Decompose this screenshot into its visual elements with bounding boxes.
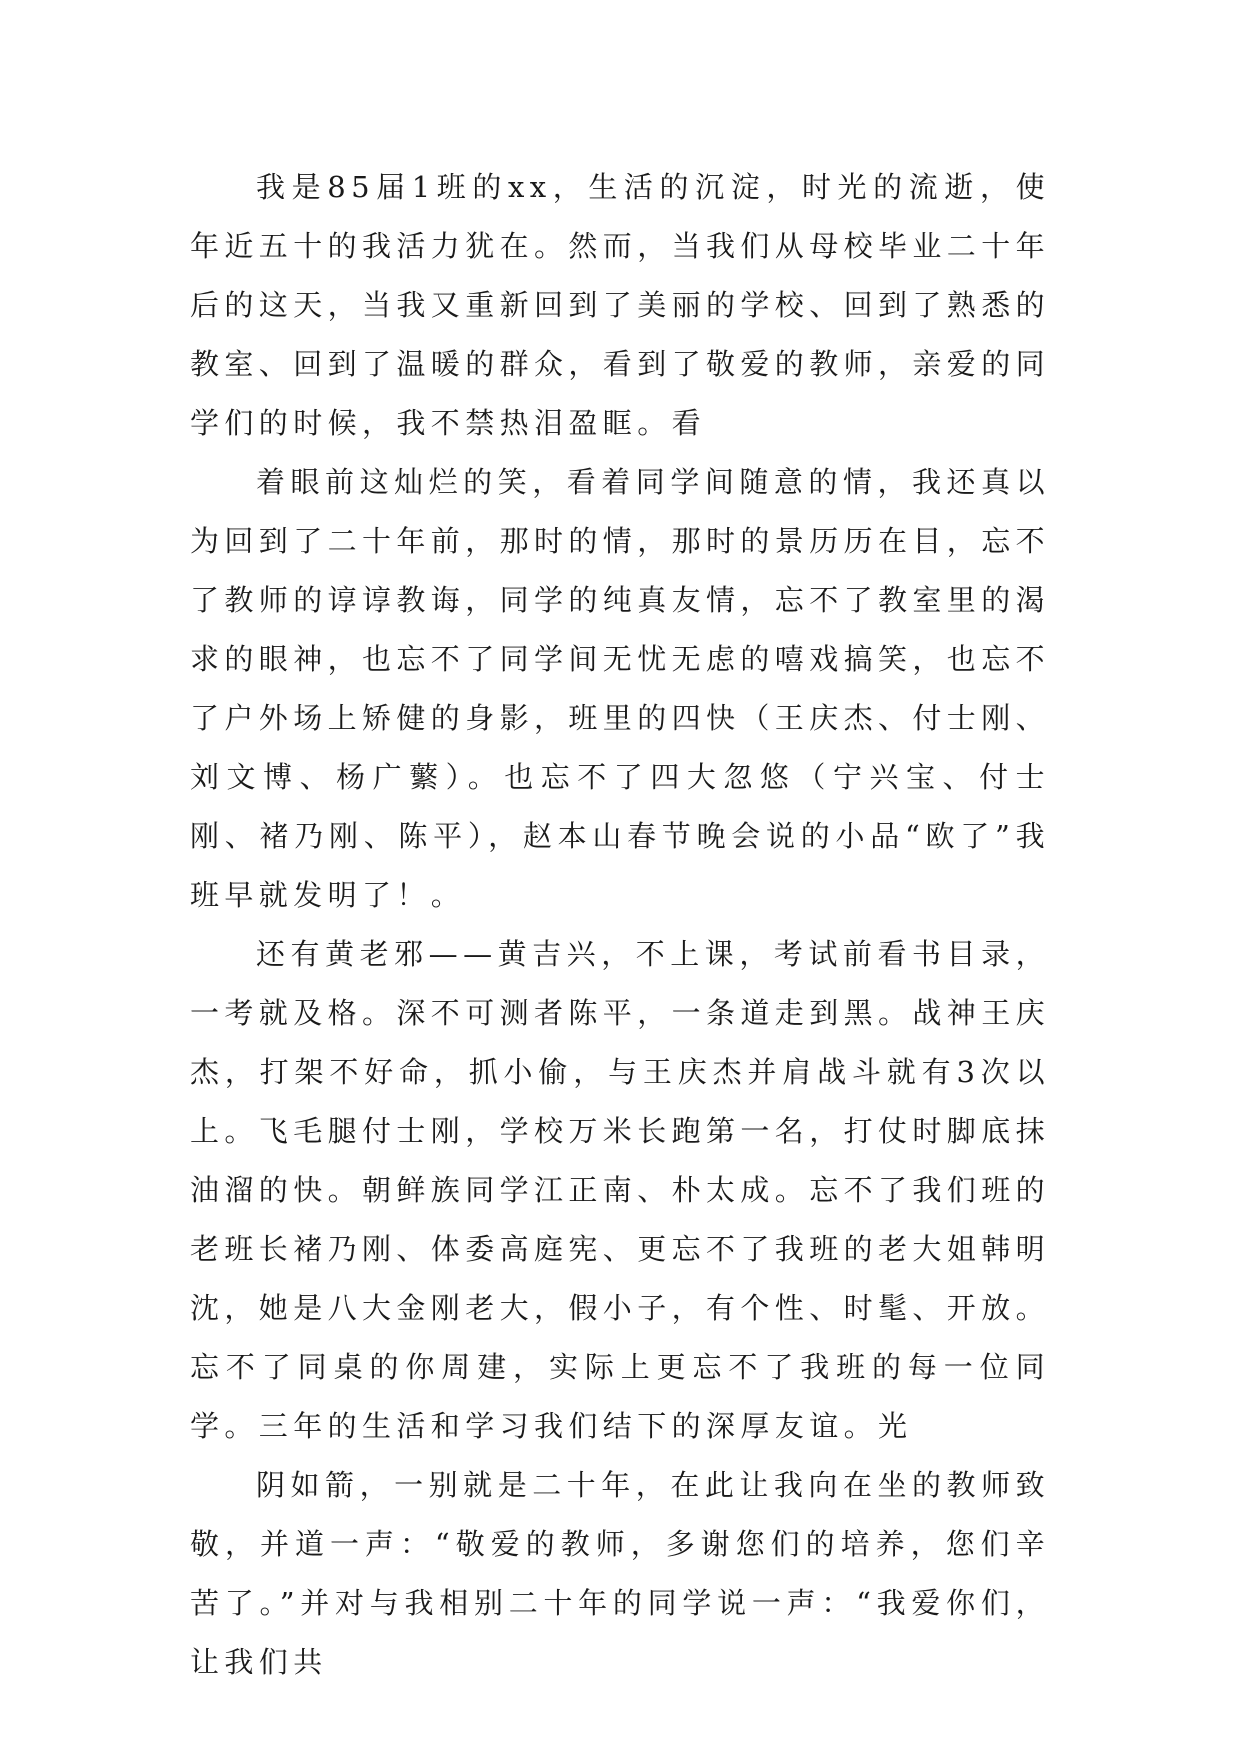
paragraph-4: 阴如箭，一别就是二十年，在此让我向在坐的教师致敬，并道一声：“敬爱的教师，多谢您们的培养，您们辛苦了。”并对与我相别二十年的同学说一声：“我爱你们，让我们共 [190, 1468, 1050, 1679]
paragraph-3: 还有黄老邪——黄吉兴，不上课，考试前看书目录，一考就及格。深不可测者陈平，一条道走到黑。战神王庆杰，打架不好命，抓小偷，与王庆杰并肩战斗就有3次以上。飞毛腿付士刚，学校万米长跑第一名，打仗时脚底抹油溜的快。朝鲜族同学江正南、朴太成。忘不了我们班的老班长褚乃刚、体委高庭宪、更忘不了我班的老大姐韩明沈，她是八大金刚老大，假小子，有个性、时髦、开放。忘不了同桌的你周建，实际上更忘不了我班的每一位同学。三年的生活和学习我们结下的深厚友谊。光 [190, 937, 1051, 1443]
paragraph-1: 我是85届1班的xx，生活的沉淀，时光的流逝，使年近五十的我活力犹在。然而，当我们从母校毕业二十年后的这天，当我又重新回到了美丽的学校、回到了熟悉的教室、回到了温暖的群众，看到了敬爱的教师，亲爱的同学们的时候，我不禁热泪盈眶。看 [190, 170, 1051, 440]
document-body [190, 158, 1050, 1692]
paragraph-2: 着眼前这灿烂的笑，看着同学间随意的情，我还真以为回到了二十年前，那时的情，那时的景历历在目，忘不了教师的谆谆教诲，同学的纯真友情，忘不了教室里的渴求的眼神，也忘不了同学间无忧无虑的嘻戏搞笑，也忘不了户外场上矫健的身影，班里的四快（王庆杰、付士刚、刘文博、杨广蘩）。也忘不了四大忽悠（宁兴宝、付士刚、褚乃刚、陈平），赵本山春节晚会说的小品“欧了”我班早就发明了！。 [190, 465, 1051, 912]
